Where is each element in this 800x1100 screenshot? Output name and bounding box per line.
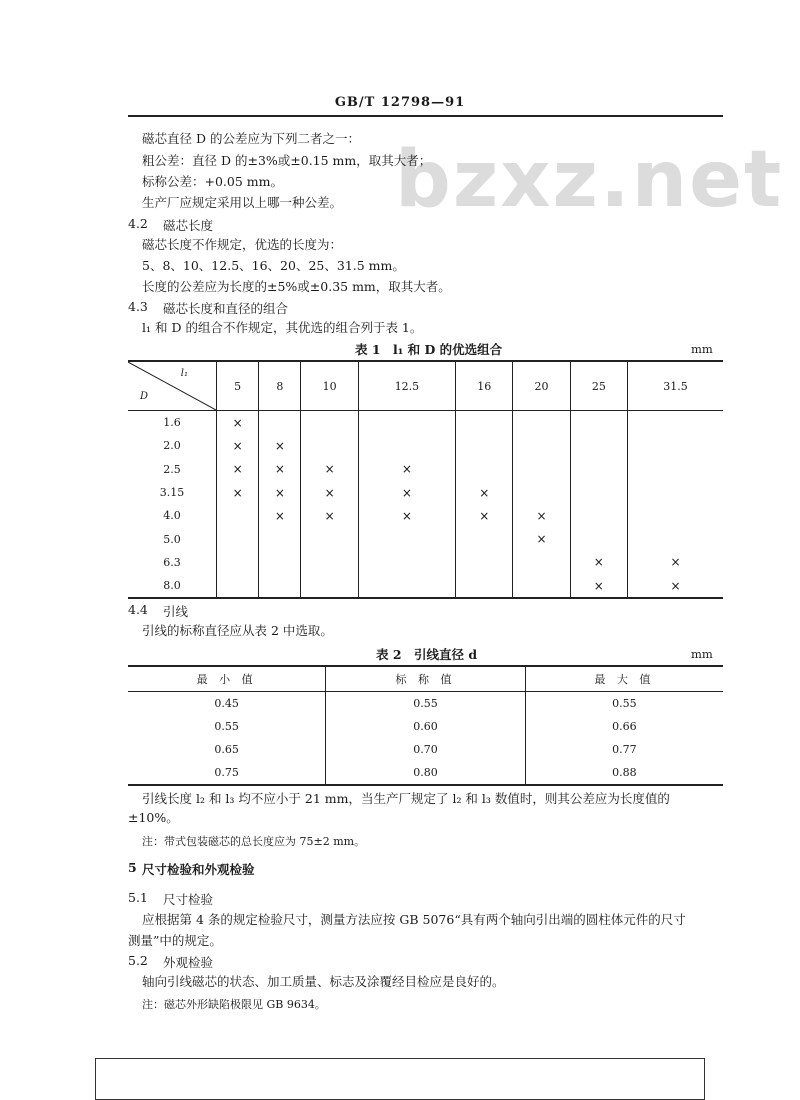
table-row: [128, 527, 723, 550]
table2-cell: 0.55: [326, 692, 525, 716]
table-row: [128, 738, 723, 761]
intro-line: 粗公差：直径 D 的±3%或±0.15 mm，取其大者；: [142, 153, 432, 168]
table2-cell: 0.65: [214, 743, 239, 756]
table1-cell: [259, 504, 301, 527]
table1-column-header: 12.5: [358, 361, 455, 411]
table1-cell: [217, 504, 259, 527]
table1-cell: [217, 434, 259, 457]
cross-mark: ×: [324, 508, 335, 523]
cross-mark: ×: [232, 438, 243, 453]
table1-cell: [301, 551, 358, 574]
body-line: l₁ 和 D 的组合不作规定，其优选的组合列于表 1。: [142, 320, 423, 335]
body-line: ±10%。: [128, 810, 179, 825]
table1-cell: [456, 551, 513, 574]
table1-cell: [570, 574, 627, 598]
table1-cell: [513, 574, 570, 598]
table1-row-header: 6.3: [163, 555, 181, 569]
table2-column-header: 最 大 值: [525, 666, 723, 692]
table1-row-header: 2.5: [163, 462, 181, 476]
note: 注：磁芯外形缺陷极限见 GB 9634。: [142, 998, 326, 1011]
table1: [128, 360, 723, 599]
body-line: 长度的公差应为长度的±5%或±0.35 mm，取其大者。: [142, 279, 451, 294]
table2-column-header: 标 称 值: [326, 666, 525, 692]
cross-mark: ×: [274, 508, 285, 523]
cross-mark: ×: [232, 485, 243, 500]
table1-row-header: 8.0: [128, 574, 217, 598]
intro-line: 磁芯直径 D 的公差应为下列二者之一：: [142, 131, 360, 146]
table1-cell: [301, 481, 358, 504]
corner-label-d: D: [140, 391, 149, 402]
table1-cell: [217, 527, 259, 550]
body-line: 应根据第 4 条的规定检验尺寸，测量方法应按 GB 5076“具有两个轴向引出端的圆柱体元件的尺寸: [142, 912, 686, 927]
cross-mark: ×: [536, 508, 547, 523]
table1-cell: [259, 551, 301, 574]
intro-line: 标称公差：+0.05 mm。: [142, 174, 283, 189]
table1-row-header: 5.0: [163, 532, 181, 546]
table1-cell: [259, 434, 301, 457]
table1-cell: [627, 434, 723, 457]
table1-cell: [513, 527, 570, 550]
cross-mark: ×: [232, 462, 243, 477]
table1-cell: [513, 504, 570, 527]
table1-cell: [358, 504, 455, 527]
cross-mark: ×: [536, 532, 547, 547]
table1-cell: [217, 551, 259, 574]
table-row: [128, 458, 723, 481]
cross-mark: ×: [274, 438, 285, 453]
body-line: 5、8、10、12.5、16、20、25、31.5 mm。: [142, 258, 405, 273]
table1-column-header: 8: [259, 361, 301, 411]
table2-unit: mm: [691, 647, 713, 661]
table2-cell: 0.88: [525, 761, 723, 785]
table1-cell: [259, 411, 301, 435]
table1-cell: [456, 504, 513, 527]
table1-cell: [513, 481, 570, 504]
standard-code-header: GB/T 12798—91: [334, 95, 466, 110]
table2-column-header: 最 小 值: [128, 666, 326, 692]
section-title: 磁芯长度和直径的组合: [163, 301, 289, 316]
table1-cell: [513, 411, 570, 435]
table1-cell: [456, 481, 513, 504]
table1-cell: [456, 434, 513, 457]
section-number: 5.2: [128, 953, 148, 968]
table1-cell: [358, 411, 455, 435]
footer-frame: [95, 1058, 705, 1100]
intro-line: 生产厂应规定采用以上哪一种公差。: [142, 195, 343, 210]
table1-cell: [259, 574, 301, 598]
table1-unit: mm: [691, 342, 713, 356]
body-line: 磁芯长度不作规定，优选的长度为：: [142, 237, 343, 252]
cross-mark: ×: [401, 508, 412, 523]
body-line: 引线的标称直径应从表 2 中选取。: [142, 623, 333, 638]
table2-cell: 0.60: [326, 715, 525, 738]
cross-mark: ×: [401, 485, 412, 500]
body-line: 轴向引线磁芯的状态、加工质量、标志及涂覆经目检应是良好的。: [142, 974, 505, 989]
cross-mark: ×: [232, 415, 243, 430]
table-row: [128, 551, 723, 574]
cross-mark: ×: [670, 578, 681, 593]
table-row: [128, 715, 723, 738]
table1-cell: [570, 551, 627, 574]
table1-cell: [301, 504, 358, 527]
table-row: [128, 692, 723, 716]
watermark: bzxz.net: [395, 135, 784, 225]
table1-cell: [358, 551, 455, 574]
table1-cell: [301, 458, 358, 481]
table2-cell: 0.75: [128, 761, 326, 785]
cross-mark: ×: [479, 508, 490, 523]
header-rule: [128, 115, 723, 117]
table2-caption: 表 2 引线直径 d: [376, 647, 478, 662]
cross-mark: ×: [274, 462, 285, 477]
table-row: [128, 504, 723, 527]
table2-cell: 0.70: [326, 738, 525, 761]
table1-cell: [570, 481, 627, 504]
table1-cell: [301, 411, 358, 435]
section-title: 磁芯长度: [163, 218, 214, 233]
table1-corner-cell: [128, 361, 217, 411]
table1-cell: [627, 458, 723, 481]
table1-cell: [627, 411, 723, 435]
section-title: 外观检验: [163, 955, 214, 970]
table1-cell: [358, 481, 455, 504]
table1-cell: [627, 574, 723, 598]
table1-cell: [301, 434, 358, 457]
section-title: 尺寸检验和外观检验: [142, 862, 255, 877]
section-number: 5.1: [128, 890, 148, 905]
table1-cell: [570, 504, 627, 527]
table1-cell: [570, 458, 627, 481]
table1-cell: [456, 527, 513, 550]
table1-cell: [259, 527, 301, 550]
table-row: [128, 411, 723, 435]
table1-column-header: 16: [456, 361, 513, 411]
table1-caption: 表 1 l₁ 和 D 的优选组合: [355, 342, 503, 357]
table1-cell: [627, 481, 723, 504]
section-number: 4.4: [128, 602, 148, 617]
cross-mark: ×: [593, 555, 604, 570]
table1-cell: [570, 434, 627, 457]
note: 注：带式包装磁芯的总长度应为 75±2 mm。: [142, 835, 366, 848]
table1-cell: [513, 458, 570, 481]
table2-cell: 0.45: [214, 697, 239, 710]
table1-cell: [259, 481, 301, 504]
table1-cell: [456, 458, 513, 481]
table1-cell: [259, 458, 301, 481]
section-number: 4.2: [128, 216, 148, 231]
body-line: 引线长度 l₂ 和 l₃ 均不应小于 21 mm，当生产厂规定了 l₂ 和 l₃ 数值时，则其公差应为长度值的: [142, 791, 670, 806]
cross-mark: ×: [479, 485, 490, 500]
table1-row-header: 1.6: [163, 416, 181, 430]
table-row: [128, 574, 723, 598]
table1-cell: [627, 527, 723, 550]
corner-label-l1: l₁: [180, 368, 188, 379]
cross-mark: ×: [670, 555, 681, 570]
table1-column-header: 25: [570, 361, 627, 411]
table1-cell: [627, 504, 723, 527]
table1-column-header: 31.5: [627, 361, 723, 411]
table1-cell: [301, 527, 358, 550]
section-title: 尺寸检验: [163, 892, 214, 907]
table1-cell: [456, 574, 513, 598]
table2-cell: 0.66: [525, 715, 723, 738]
table1-cell: [217, 481, 259, 504]
section-number: 4.3: [128, 299, 148, 314]
table1-cell: [358, 458, 455, 481]
table1-cell: [358, 527, 455, 550]
table1-cell: [358, 434, 455, 457]
table1-row-header: 2.0: [163, 439, 181, 453]
table1-cell: [627, 551, 723, 574]
table-row: [128, 761, 723, 785]
table1-cell: [513, 551, 570, 574]
cross-mark: ×: [401, 462, 412, 477]
body-line: 测量”中的规定。: [128, 933, 222, 948]
table1-cell: [217, 411, 259, 435]
section-number: 5: [128, 860, 137, 875]
table1-cell: [570, 527, 627, 550]
section-title: 引线: [163, 604, 189, 619]
table1-cell: [301, 574, 358, 598]
table-row: [128, 434, 723, 457]
table1-column-header: 20: [513, 361, 570, 411]
table1-row-header: 4.0: [163, 509, 181, 523]
table1-column-header: 5: [217, 361, 259, 411]
table1-cell: [358, 574, 455, 598]
table1-cell: [513, 434, 570, 457]
corner-diagonal: [128, 362, 216, 410]
cross-mark: ×: [593, 578, 604, 593]
table1-row-header: 3.15: [159, 486, 185, 500]
table2-cell: 0.80: [326, 761, 525, 785]
table-row: [128, 481, 723, 504]
cross-mark: ×: [324, 485, 335, 500]
table1-column-header: 10: [301, 361, 358, 411]
cross-mark: ×: [274, 485, 285, 500]
table1-cell: [456, 411, 513, 435]
table2-cell: 0.55: [214, 720, 239, 733]
table1-cell: [217, 458, 259, 481]
table1-cell: [570, 411, 627, 435]
table2-cell: 0.55: [525, 692, 723, 716]
table2-cell: 0.77: [525, 738, 723, 761]
table1-cell: [217, 574, 259, 598]
table2: [128, 665, 723, 786]
cross-mark: ×: [324, 462, 335, 477]
